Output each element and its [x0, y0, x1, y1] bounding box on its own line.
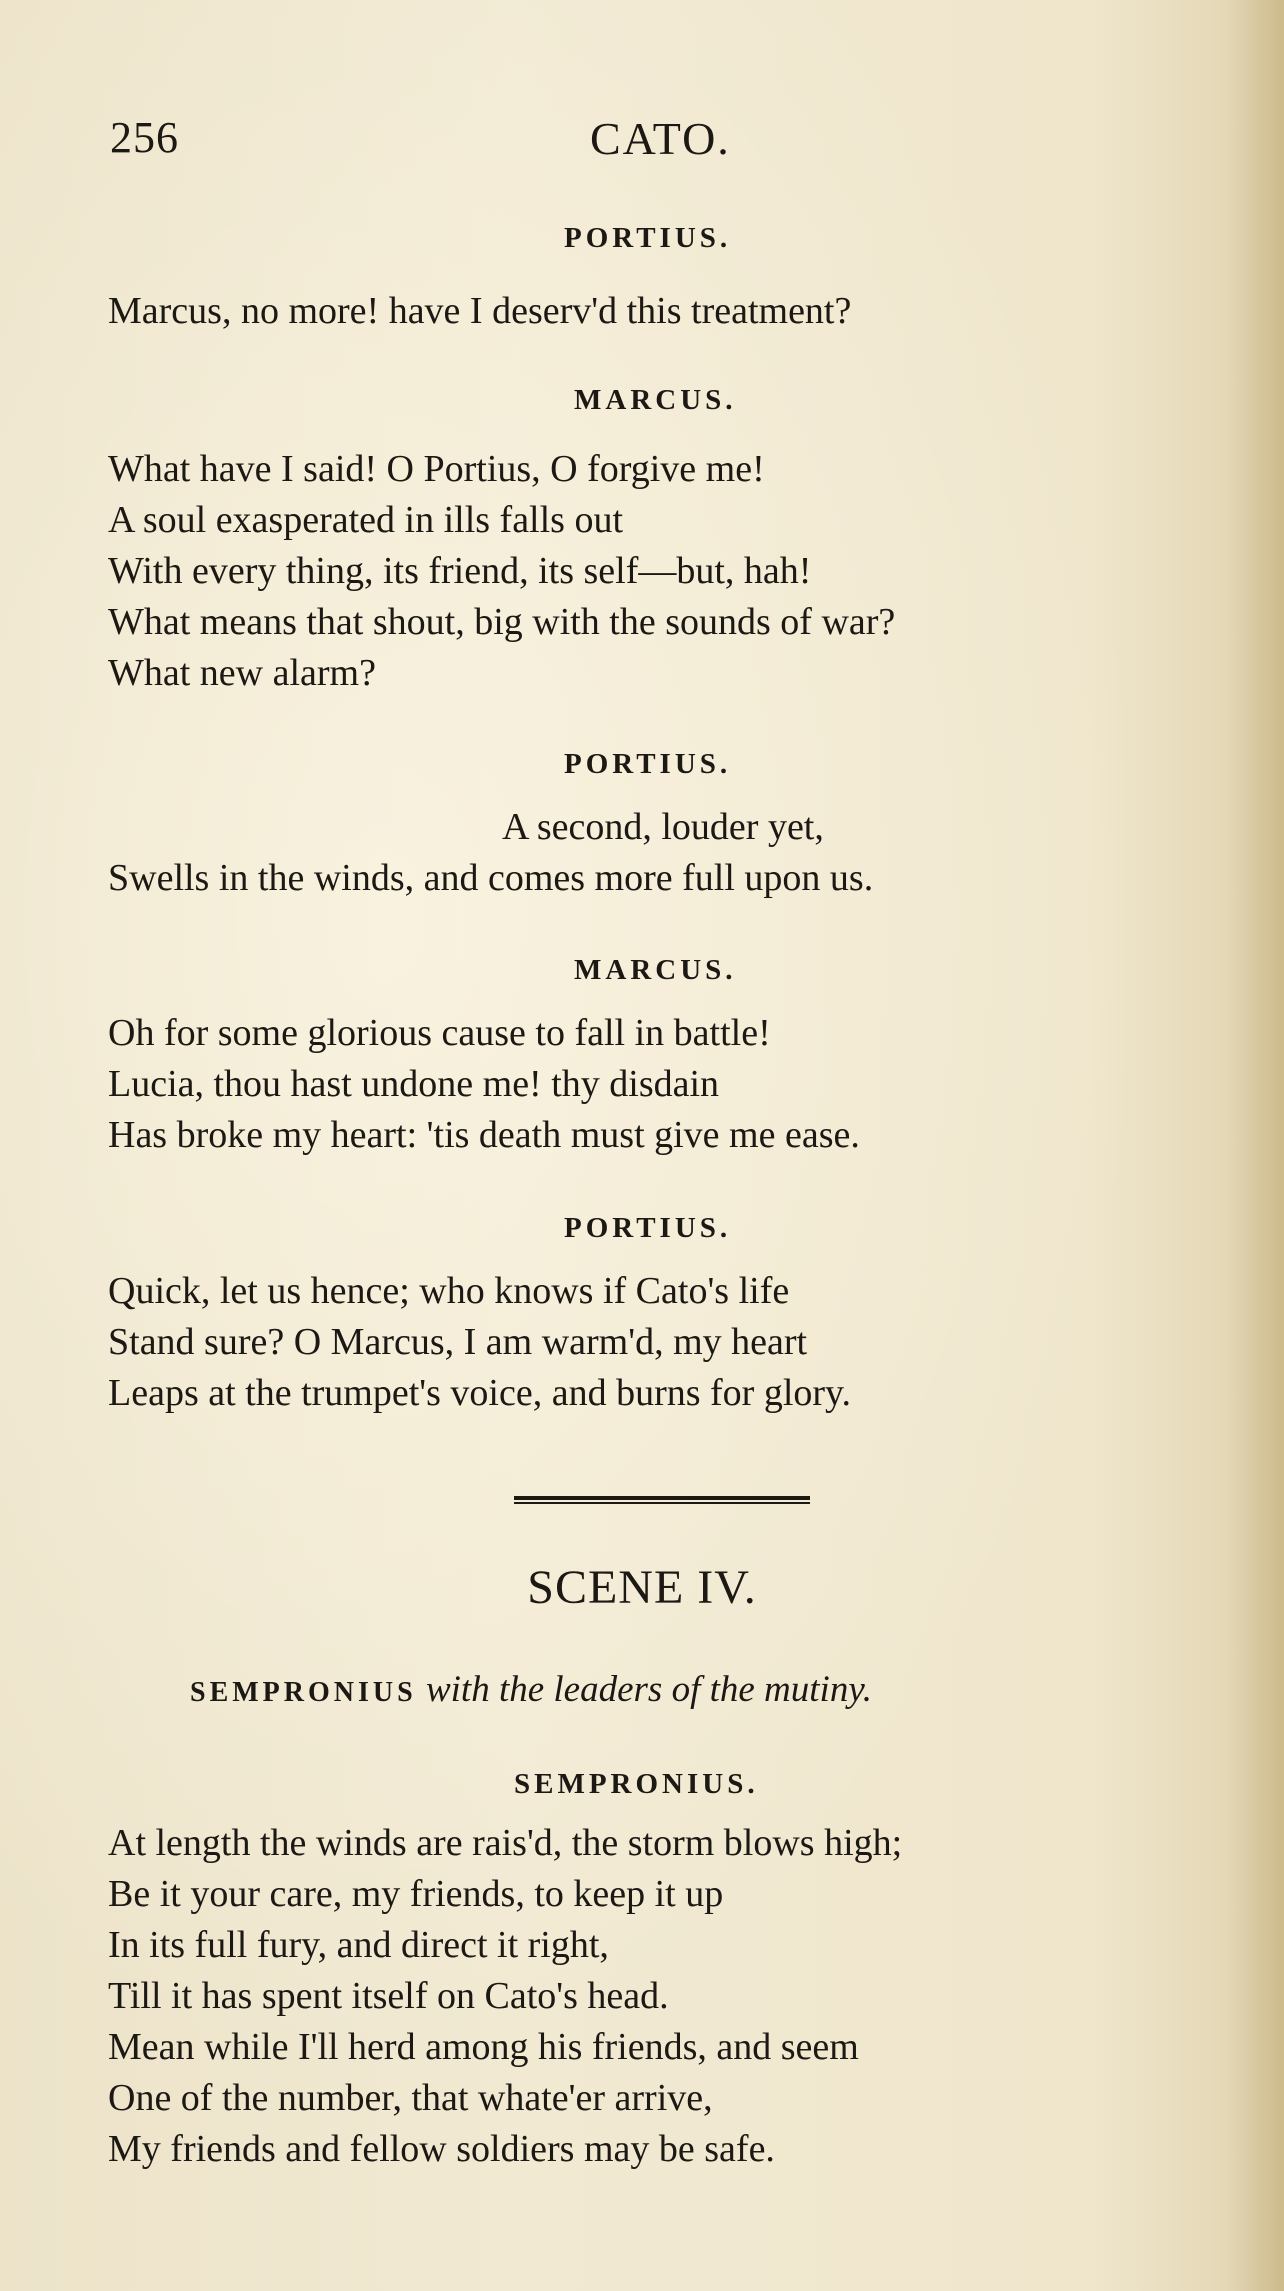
speaker-name: MARCUS.	[574, 954, 737, 986]
verse-line: Marcus, no more! have I deserv'd this treatment?	[108, 290, 852, 332]
verse-line: What means that shout, big with the sounds of war?	[108, 601, 896, 643]
scene-title: SCENE IV.	[527, 1561, 757, 1614]
verse-line: Swells in the winds, and comes more full upon us.	[108, 857, 874, 899]
verse-line: A soul exasperated in ills falls out	[108, 499, 624, 541]
speaker-name: SEMPRONIUS.	[514, 1768, 759, 1800]
verse-block	[108, 444, 895, 699]
verse-line: What new alarm?	[108, 652, 376, 694]
verse-line: Till it has spent itself on Cato's head.	[108, 1975, 669, 2017]
stage-direction-character: SEMPRONIUS	[190, 1677, 417, 1708]
page-header	[0, 108, 1284, 168]
verse-line: My friends and fellow soldiers may be safe.	[108, 2128, 775, 2170]
verse-line: One of the number, that whate'er arrive,	[108, 2077, 713, 2119]
verse-line: At length the winds are rais'd, the storm blows high;	[108, 1822, 903, 1864]
speaker-name: PORTIUS.	[564, 1212, 732, 1244]
speaker-name: PORTIUS.	[564, 748, 732, 780]
verse-line: Be it your care, my friends, to keep it up	[108, 1873, 724, 1915]
verse-line: Oh for some glorious cause to fall in battle!	[108, 1012, 771, 1054]
verse-block	[108, 802, 873, 904]
page-number: 256	[110, 113, 179, 162]
verse-block	[108, 1818, 902, 2175]
speaker-name: PORTIUS.	[564, 222, 732, 254]
speaker-name: MARCUS.	[574, 384, 737, 416]
verse-line: Quick, let us hence; who knows if Cato's life	[108, 1270, 790, 1312]
page-edge-shadow	[1224, 0, 1284, 2291]
verse-line: With every thing, its friend, its self—but, hah!	[108, 550, 812, 592]
verse-block	[108, 1008, 860, 1161]
scene-divider-rule	[514, 1496, 810, 1505]
running-title: CATO.	[590, 113, 731, 164]
rule-thin-line	[514, 1502, 810, 1504]
verse-line: Stand sure? O Marcus, I am warm'd, my heart	[108, 1321, 808, 1363]
rule-thick-line	[514, 1496, 810, 1500]
verse-line: A second, louder yet,	[502, 806, 824, 848]
verse-block	[108, 1266, 851, 1419]
verse-line: Leaps at the trumpet's voice, and burns for glory.	[108, 1372, 852, 1414]
verse-block	[108, 286, 851, 337]
stage-direction-text: with the leaders of the mutiny.	[425, 1669, 872, 1710]
verse-line: In its full fury, and direct it right,	[108, 1924, 609, 1966]
verse-line: What have I said! O Portius, O forgive me!	[108, 448, 765, 490]
stage-direction	[190, 1668, 872, 1711]
verse-line: Lucia, thou hast undone me! thy disdain	[108, 1063, 720, 1105]
verse-line: Mean while I'll herd among his friends, and seem	[108, 2026, 859, 2068]
verse-line: Has broke my heart: 'tis death must give me ease.	[108, 1114, 860, 1156]
